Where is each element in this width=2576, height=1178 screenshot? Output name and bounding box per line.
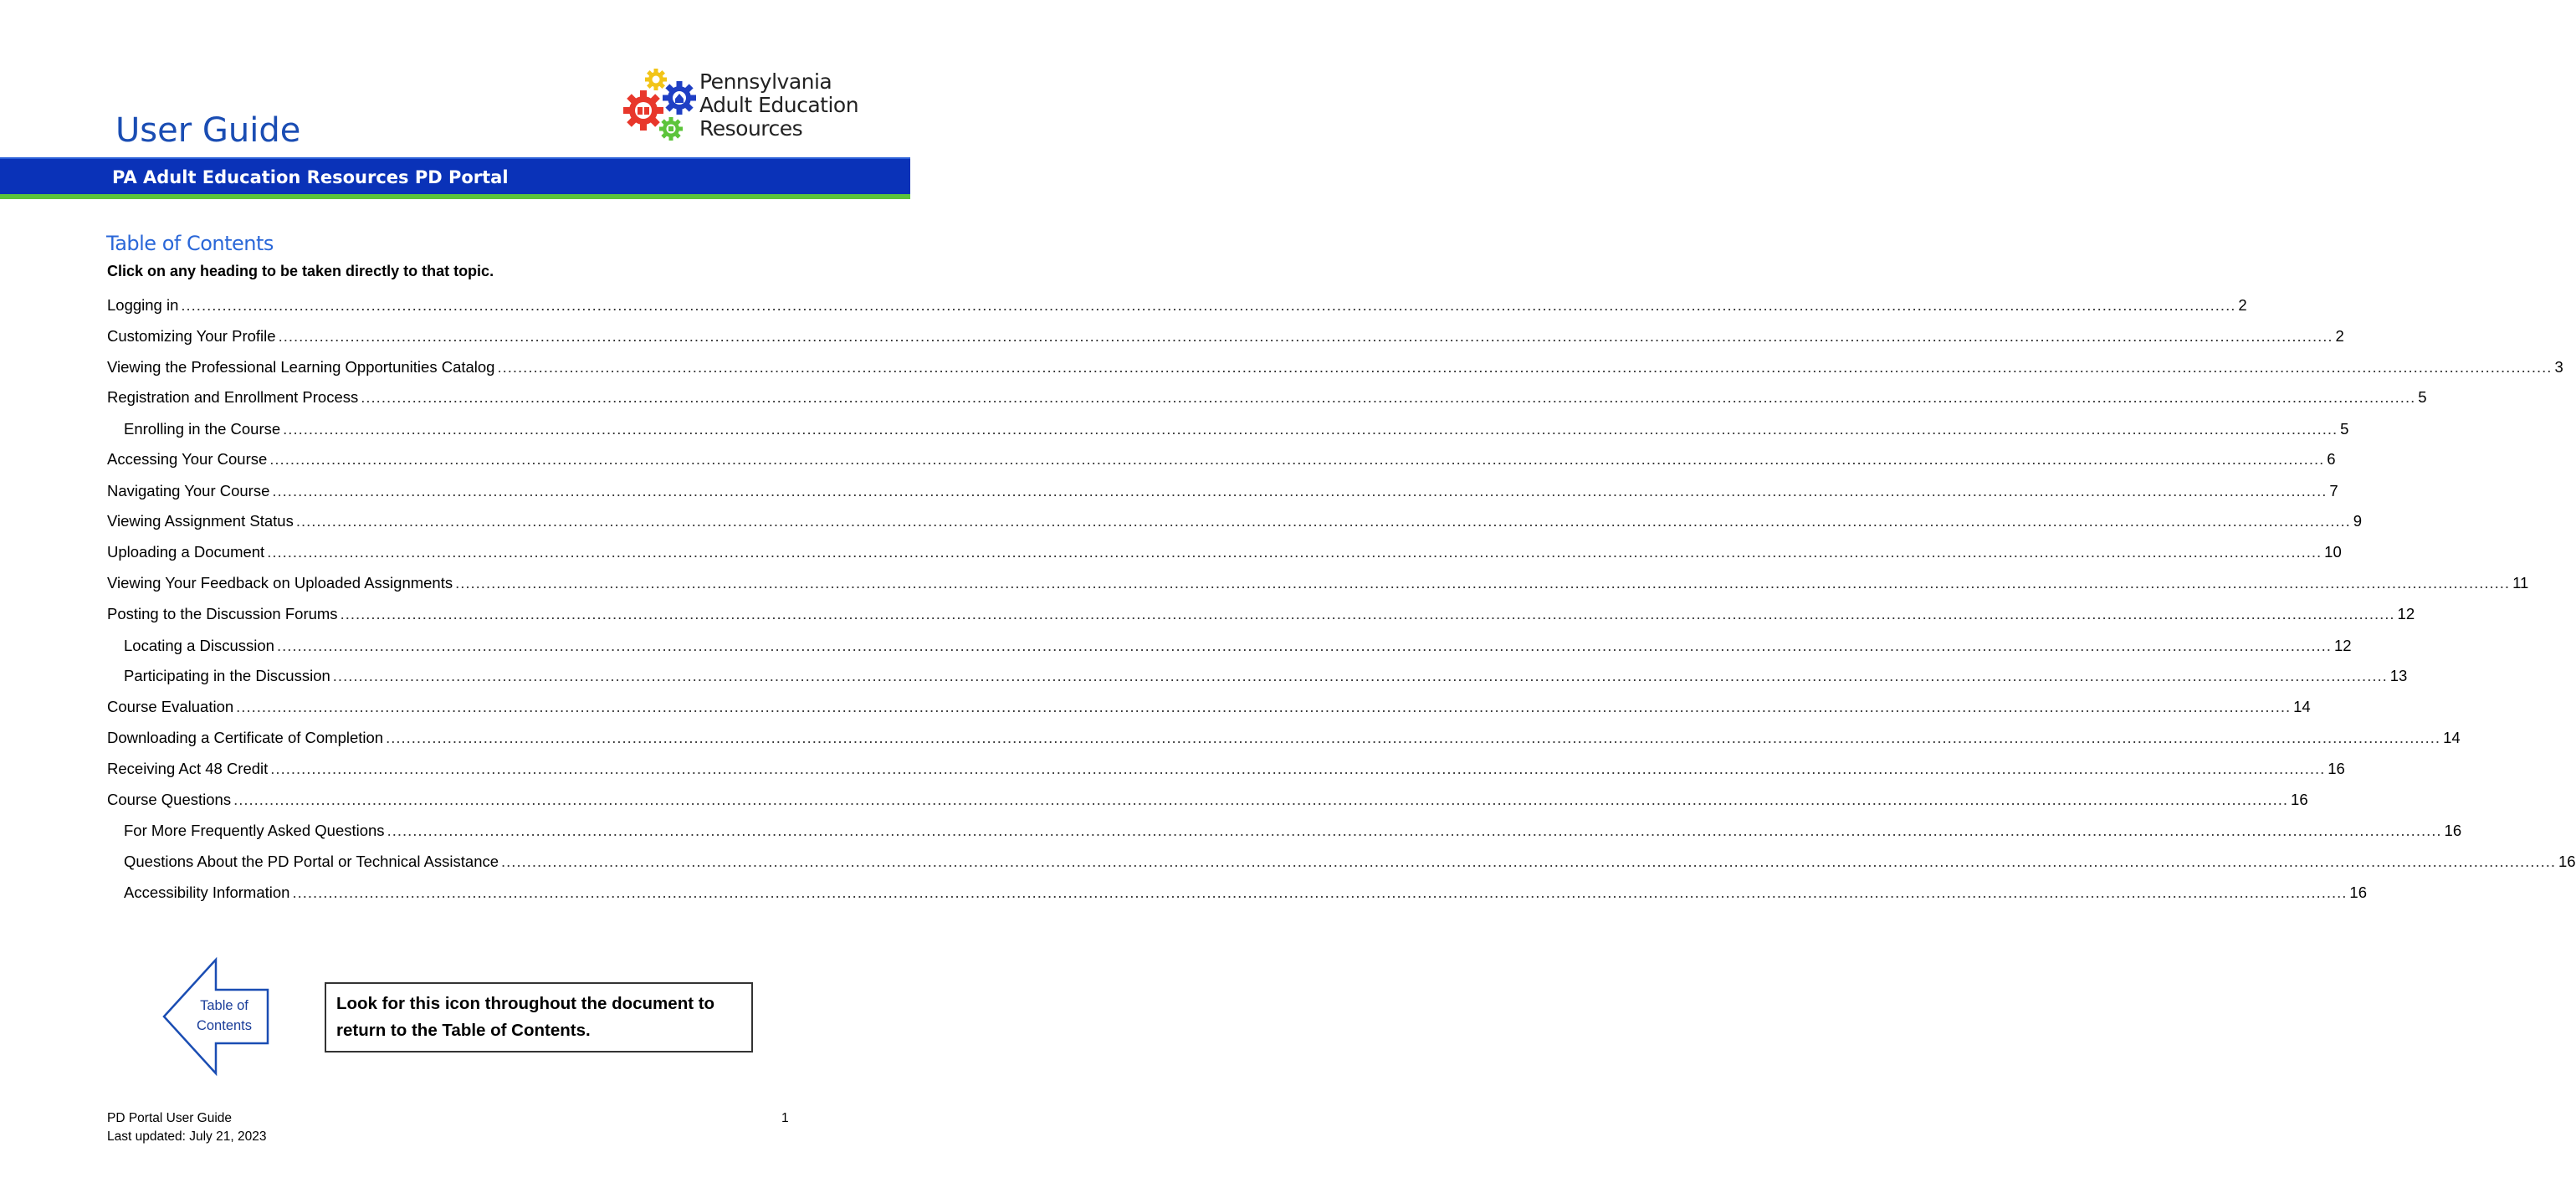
toc-entry-title: Posting to the Discussion Forums	[107, 605, 338, 622]
toc-entry[interactable]	[107, 293, 2247, 318]
toc-entry-title: Viewing Your Feedback on Uploaded Assignments	[107, 574, 453, 592]
toc-entry-page: 2	[2335, 327, 2344, 345]
back-icon-line-1: Table of	[200, 998, 248, 1013]
toc-entry-page: 16	[2558, 853, 2576, 870]
toc-entry-title: Logging in	[107, 296, 179, 314]
logo-line-3: Resources	[699, 116, 803, 141]
toc-entry[interactable]	[124, 417, 2349, 442]
toc-entry-title: Receiving Act 48 Credit	[107, 760, 269, 777]
toc-entry-page: 16	[2444, 822, 2462, 839]
toc-entry-title: Downloading a Certificate of Completion	[107, 729, 384, 746]
toc-entry[interactable]	[124, 633, 2352, 658]
toc-entry[interactable]	[107, 602, 2415, 627]
toc-entry-title: Locating a Discussion	[124, 637, 274, 654]
logo-wordmark	[699, 70, 858, 141]
toc-dot-leader: ................................................................................................................................................................................................................................................................................................................................................................................................................	[267, 543, 2322, 561]
toc-entry[interactable]	[124, 849, 2576, 874]
toc-entry-title: Accessibility Information	[124, 884, 290, 901]
toc-entry[interactable]	[107, 725, 2461, 750]
toc-entry-title: Viewing the Professional Learning Opportunities Catalog	[107, 358, 495, 376]
logo-line-1: Pennsylvania	[699, 69, 832, 94]
toc-entry-page: 16	[2349, 884, 2367, 901]
footer-doc-name: PD Portal User Guide	[107, 1111, 233, 1125]
toc-dot-leader: ................................................................................................................................................................................................................................................................................................................................................................................................................	[276, 637, 2332, 654]
toc-entry-page: 6	[2327, 450, 2336, 468]
toc-entry-title: Registration and Enrollment Process	[107, 388, 359, 406]
toc-dot-leader: ................................................................................................................................................................................................................................................................................................................................................................................................................	[236, 698, 2292, 715]
footer-last-updated: Last updated: July 21, 2023	[107, 1129, 267, 1144]
back-icon-line-2: Contents	[196, 1018, 253, 1033]
toc-entry-page: 11	[2512, 574, 2529, 592]
toc-entry-title: Course Evaluation	[107, 698, 234, 715]
toc-entry-title: Customizing Your Profile	[107, 327, 276, 345]
toc-entry[interactable]	[124, 880, 2367, 905]
toc-entry-title: Course Questions	[107, 791, 232, 808]
toc-entry-title: Enrolling in the Course	[124, 420, 281, 438]
toc-entry-page: 12	[2397, 605, 2415, 622]
toc-dot-leader: ................................................................................................................................................................................................................................................................................................................................................................................................................	[233, 791, 2289, 808]
toc-dot-leader: ................................................................................................................................................................................................................................................................................................................................................................................................................	[292, 884, 2348, 901]
toc-entry-page: 2	[2238, 296, 2247, 314]
toc-entry[interactable]	[124, 818, 2462, 843]
toc-entry-title: Viewing Assignment Status	[107, 512, 294, 530]
toc-dot-leader: ................................................................................................................................................................................................................................................................................................................................................................................................................	[386, 729, 2441, 746]
toc-dot-leader: ................................................................................................................................................................................................................................................................................................................................................................................................................	[387, 822, 2442, 839]
toc-dot-leader: ................................................................................................................................................................................................................................................................................................................................................................................................................	[272, 482, 2328, 499]
toc-entry-title: For More Frequently Asked Questions	[124, 822, 385, 839]
toc-entry[interactable]	[107, 447, 2336, 472]
page-number: 1	[781, 1111, 789, 1125]
banner-green-stripe	[0, 194, 910, 199]
toc-entry[interactable]	[107, 787, 2308, 812]
toc-entry[interactable]	[107, 324, 2344, 349]
toc-entry-page: 14	[2443, 729, 2461, 746]
toc-dot-leader: ................................................................................................................................................................................................................................................................................................................................................................................................................	[283, 420, 2338, 438]
gears-icon	[621, 65, 699, 149]
toc-entry-page: 14	[2293, 698, 2311, 715]
toc-entry-page: 13	[2389, 667, 2408, 684]
toc-entry[interactable]	[107, 571, 2529, 596]
pa-adult-education-logo	[621, 65, 889, 149]
logo-line-2: Adult Education	[699, 93, 859, 117]
toc-entry-title: Uploading a Document	[107, 543, 265, 561]
back-icon-label	[186, 996, 263, 1036]
toc-entry-page: 16	[2328, 760, 2345, 777]
toc-entry-page: 3	[2554, 358, 2563, 376]
toc-entry-page: 9	[2353, 512, 2363, 530]
toc-dot-leader: ................................................................................................................................................................................................................................................................................................................................................................................................................	[501, 853, 2556, 870]
toc-entry[interactable]	[107, 756, 2345, 781]
toc-dot-leader: ................................................................................................................................................................................................................................................................................................................................................................................................................	[332, 667, 2388, 684]
toc-entry-title: Participating in the Discussion	[124, 667, 330, 684]
toc-dot-leader: ................................................................................................................................................................................................................................................................................................................................................................................................................	[270, 760, 2326, 777]
document-title: User Guide	[115, 111, 301, 150]
toc-entry-page: 16	[2291, 791, 2308, 808]
toc-dot-leader: ................................................................................................................................................................................................................................................................................................................................................................................................................	[295, 512, 2351, 530]
banner-title: PA Adult Education Resources PD Portal	[112, 167, 509, 187]
icon-note-box	[325, 982, 753, 1053]
toc-entry-title: Questions About the PD Portal or Technical Assistance	[124, 853, 499, 870]
toc-dot-leader: ................................................................................................................................................................................................................................................................................................................................................................................................................	[455, 574, 2511, 592]
toc-dot-leader: ................................................................................................................................................................................................................................................................................................................................................................................................................	[278, 327, 2333, 345]
toc-entry-page: 7	[2329, 482, 2338, 499]
toc-entry-page: 5	[2418, 388, 2427, 406]
toc-entry[interactable]	[124, 663, 2408, 689]
toc-entry-page: 10	[2324, 543, 2342, 561]
toc-entry[interactable]	[107, 355, 2563, 380]
toc-entry-title: Navigating Your Course	[107, 482, 270, 499]
toc-entry[interactable]	[107, 694, 2311, 720]
toc-instruction: Click on any heading to be taken directly to that topic.	[107, 263, 494, 279]
toc-dot-leader: ................................................................................................................................................................................................................................................................................................................................................................................................................	[361, 388, 2416, 406]
back-to-toc-icon[interactable]	[162, 958, 269, 1075]
icon-note-text: Look for this icon throughout the document to return to the Table of Contents.	[336, 994, 715, 1040]
toc-dot-leader: ................................................................................................................................................................................................................................................................................................................................................................................................................	[340, 605, 2395, 622]
toc-entry[interactable]	[107, 385, 2427, 410]
toc-entry-page: 5	[2340, 420, 2349, 438]
toc-dot-leader: ................................................................................................................................................................................................................................................................................................................................................................................................................	[181, 296, 2236, 314]
toc-entry[interactable]	[107, 479, 2338, 504]
toc-entry[interactable]	[107, 540, 2342, 565]
toc-entry-page: 12	[2333, 637, 2352, 654]
toc-entry-title: Accessing Your Course	[107, 450, 268, 468]
toc-dot-leader: ................................................................................................................................................................................................................................................................................................................................................................................................................	[497, 358, 2553, 376]
toc-entry[interactable]	[107, 509, 2363, 534]
toc-dot-leader: ................................................................................................................................................................................................................................................................................................................................................................................................................	[269, 450, 2325, 468]
toc-heading: Table of Contents	[106, 232, 274, 255]
footer	[107, 1109, 266, 1146]
